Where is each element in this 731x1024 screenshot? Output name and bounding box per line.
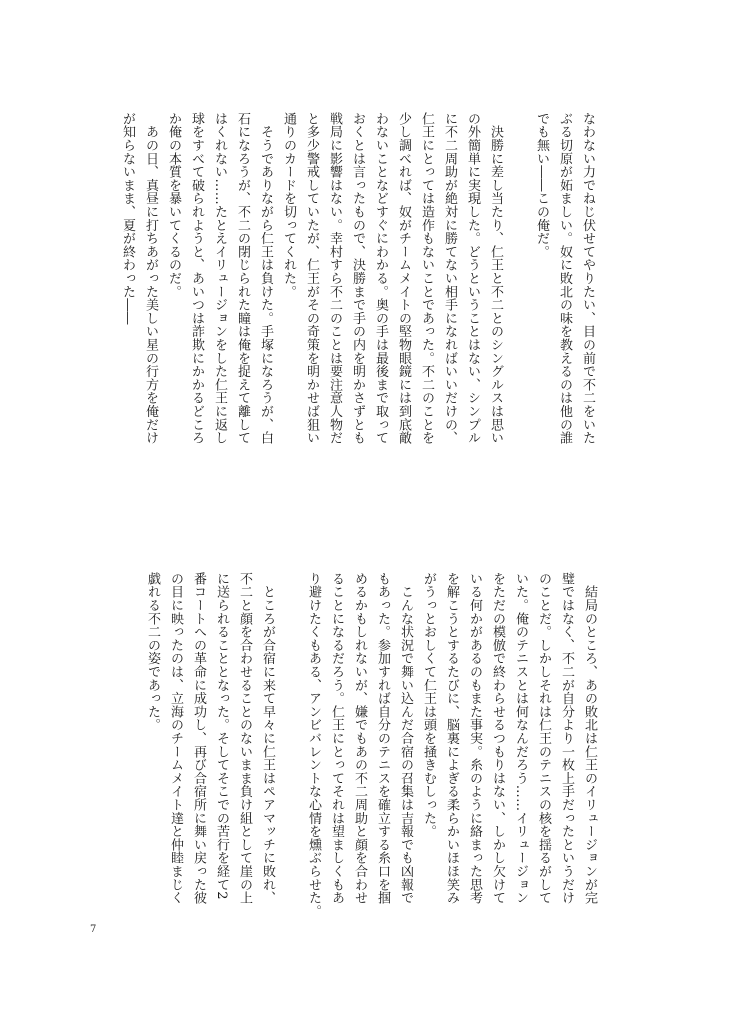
text-line: を解こうとするたびに、脳裏によぎる柔らかいほほ笑み bbox=[444, 572, 459, 905]
text-line: 決勝に差し当たり、仁王と不二とのシングルスは思い bbox=[488, 112, 503, 445]
text-line: 戦局に影響はない。幸村すら不二のことは要注意人物だ bbox=[327, 112, 342, 445]
text-line: なわない力でねじ伏せてやりたい、目の前で不二をいた bbox=[580, 112, 595, 445]
text-line: 番コートへの革命に成功し、再び合宿所に舞い戻った彼 bbox=[191, 572, 206, 905]
text-line: めるかもしれないが、嫌でもあの不二周助と顔を合わせ bbox=[352, 572, 367, 905]
text-line: わないことなどすぐにわかる。奥の手は最後まで取って bbox=[373, 112, 388, 445]
text-line: あの日、真昼に打ちあがった美しい星の行方を俺だけ bbox=[143, 112, 158, 445]
text-line: 球をすべて破られようと、あいつは詐欺にかかるどころ bbox=[189, 112, 204, 445]
text-line: 璧ではなく、不二が自分より一枚上手だったというだけ bbox=[559, 572, 574, 905]
text-line: いた。俺のテニスとは何なんだろう……イリュージョン bbox=[513, 572, 528, 905]
text-line: の外簡単に実現した。どうということはない、シンプル bbox=[465, 112, 480, 445]
text-line bbox=[279, 572, 302, 912]
text-line: と多少警戒していたが、仁王がその奇策を明かせば狙い bbox=[304, 112, 319, 445]
text-line: がうっとおしくて仁王は頭を掻きむしった。 bbox=[421, 572, 436, 838]
text-line: に不二周助が絶対に勝てない相手になればいいだけの、 bbox=[442, 112, 457, 445]
text-line bbox=[507, 112, 530, 452]
text-line: 結局のところ、あの敗北は仁王のイリュージョンが完 bbox=[582, 572, 597, 905]
text-line: ることになるだろう。仁王にとってそれは望ましくもあ bbox=[329, 572, 344, 905]
text-line: もあった。参加すれば自分のテニスを確立する糸口を掴 bbox=[375, 572, 390, 905]
text-line: ところが合宿に来て早々に仁王はペアマッチに敗れ、 bbox=[260, 572, 275, 905]
text-line: 通りのカードを切ってくれた。 bbox=[281, 112, 296, 299]
text-block-top bbox=[116, 112, 599, 452]
text-line: が知らないまま、夏が終わった―― bbox=[120, 112, 135, 325]
text-line: 石になろうが、不二の閉じられた瞳は俺を捉えて離して bbox=[235, 112, 250, 445]
text-line: の目に映ったのは、立海のチームメイト達と仲睦まじく bbox=[168, 572, 183, 905]
text-line: り避けたくもある、アンビバレントな心情を燻ぶらせた。 bbox=[306, 572, 321, 918]
text-line: か俺の本質を暴いてくるのだ。 bbox=[166, 112, 181, 299]
text-line: そうでありながら仁王は負けた。手塚になろうが、白 bbox=[258, 112, 273, 445]
text-line: こんな状況で舞い込んだ合宿の召集は吉報でも凶報で bbox=[398, 572, 413, 905]
text-line: のことだ。しかしそれは仁王のテニスの核を揺るがして bbox=[536, 572, 551, 905]
text-line: 不二と顔を合わせることのないまま負け組として崖の上 bbox=[237, 572, 252, 905]
text-line: 仁王にとっては造作もないことであった。不二のことを bbox=[419, 112, 434, 445]
text-line: をただの模倣で終わらせるつもりはない、しかし欠けて bbox=[490, 572, 505, 905]
text-line: 戯れる不二の姿であった。 bbox=[145, 572, 160, 732]
text-line: ぶる切原が妬ましい。奴に敗北の味を教えるのは他の誰 bbox=[557, 112, 572, 445]
text-line: はくれない……たとえイリュージョンをした仁王に返し bbox=[212, 112, 227, 445]
text-line: でも無い――この俺だ。 bbox=[534, 112, 549, 259]
text-line: いる何かがあるのもまた事実。糸のように絡まった思考 bbox=[467, 572, 482, 905]
text-block-bottom bbox=[141, 572, 601, 918]
page-number: 7 bbox=[90, 924, 97, 935]
text-line: に送られることとなった。そしてそこでの苦行を経て2 bbox=[214, 572, 229, 900]
text-line: おくとは言ったもので、決勝まで手の内を明かさずとも bbox=[350, 112, 365, 445]
text-line: 少し調べれば、奴がチームメイトの堅物眼鏡には到底敵 bbox=[396, 112, 411, 445]
